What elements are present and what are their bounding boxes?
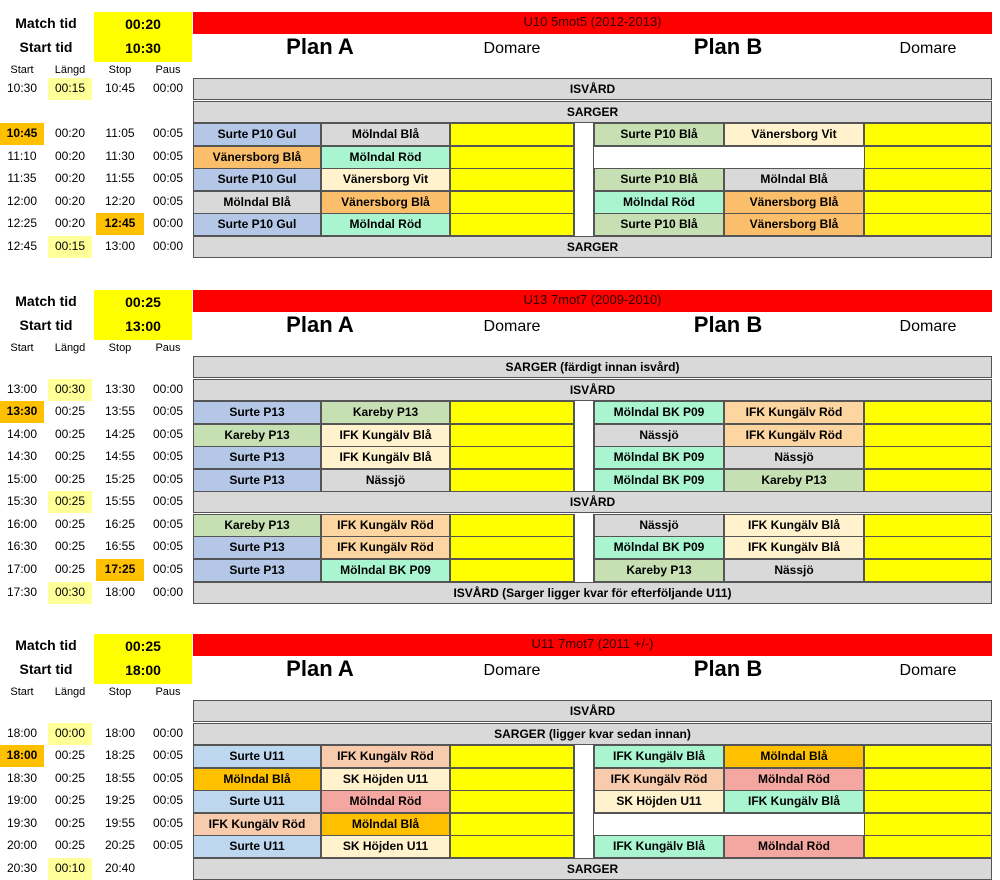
col-header-langd: Längd <box>54 686 86 698</box>
row-length: 00:30 <box>48 379 92 401</box>
domare-a-header: Domare <box>483 662 541 679</box>
row-stop-time: 20:25 <box>104 838 136 852</box>
schedule-section-u13 <box>0 290 1000 600</box>
plan-b-team-2: Vänersborg Vit <box>724 123 864 146</box>
plan-a-referee-cell <box>450 213 574 236</box>
row-start-time: 15:30 <box>6 494 38 508</box>
plan-b-referee-cell <box>864 123 992 146</box>
domare-a-header: Domare <box>483 40 541 57</box>
plan-b-header: Plan B <box>693 312 763 337</box>
plan-a-referee-cell <box>450 745 574 768</box>
plan-a-team-2: IFK Kungälv Röd <box>321 514 450 537</box>
row-pause: 00:05 <box>152 494 184 508</box>
row-start-time: 11:35 <box>7 171 37 185</box>
row-pause: 00:05 <box>152 838 184 852</box>
row-start-time: 18:30 <box>6 771 38 785</box>
row-start-time: 20:00 <box>6 838 38 852</box>
activity-bar: ISVÅRD (Sarger ligger kvar för efterföljande U11) <box>193 582 992 604</box>
row-stop-time: 13:55 <box>104 404 136 418</box>
plan-b-team-2: Mölndal Blå <box>724 168 864 191</box>
row-length: 00:25 <box>54 562 86 576</box>
row-stop-time: 16:55 <box>104 539 136 553</box>
plan-a-referee-cell <box>450 790 574 813</box>
row-stop-time: 18:25 <box>104 748 136 762</box>
plan-a-header: Plan A <box>286 312 354 337</box>
row-start-time: 12:25 <box>6 216 38 230</box>
row-length: 00:25 <box>54 771 86 785</box>
row-stop-time: 13:00 <box>104 239 136 253</box>
plan-b-team-2: Mölndal Röd <box>724 768 864 791</box>
start-tid-label: Start tid <box>19 39 73 55</box>
plan-a-team-1: Vänersborg Blå <box>193 146 321 169</box>
row-stop-time: 12:45 <box>96 213 144 235</box>
col-header-paus: Paus <box>155 342 181 354</box>
plan-a-referee-cell <box>450 835 574 858</box>
plan-b-referee-cell <box>864 514 992 537</box>
plan-a-team-1: Surte P10 Gul <box>193 168 321 191</box>
field-divider <box>574 213 594 236</box>
row-length: 00:20 <box>54 216 86 230</box>
plan-a-referee-cell <box>450 536 574 559</box>
start-tid-label: Start tid <box>19 661 73 677</box>
plan-a-team-2: Mölndal Röd <box>321 790 450 813</box>
plan-a-referee-cell <box>450 424 574 447</box>
row-start-time: 17:30 <box>6 585 38 599</box>
row-length: 00:25 <box>54 427 86 441</box>
field-divider <box>574 168 594 191</box>
plan-b-team-1: IFK Kungälv Röd <box>594 768 724 791</box>
row-stop-time: 18:55 <box>104 771 136 785</box>
row-length: 00:25 <box>54 793 86 807</box>
plan-a-referee-cell <box>450 446 574 469</box>
plan-b-header: Plan B <box>693 34 763 59</box>
plan-a-referee-cell <box>450 168 574 191</box>
field-divider <box>574 790 594 813</box>
plan-a-team-1: Surte P13 <box>193 446 321 469</box>
schedule-section-u10 <box>0 12 1000 254</box>
row-pause: 00:05 <box>152 793 184 807</box>
row-stop-time: 13:30 <box>104 382 136 396</box>
plan-b-team-2: Vänersborg Blå <box>724 191 864 214</box>
plan-a-team-2: Vänersborg Vit <box>321 168 450 191</box>
plan-b-team-2: IFK Kungälv Blå <box>724 514 864 537</box>
row-start-time: 16:30 <box>6 539 38 553</box>
domare-b-header: Domare <box>899 662 957 679</box>
activity-bar: SARGER (färdigt innan isvård) <box>193 356 992 378</box>
plan-a-team-2: Mölndal Röd <box>321 146 450 169</box>
plan-a-team-2: Vänersborg Blå <box>321 191 450 214</box>
row-pause: 00:05 <box>152 816 184 830</box>
row-stop-time: 14:25 <box>104 427 136 441</box>
match-tid-label: Match tid <box>15 637 77 653</box>
field-divider <box>574 424 594 447</box>
row-length: 00:25 <box>54 449 86 463</box>
row-stop-time: 11:55 <box>105 171 135 185</box>
row-stop-time: 11:30 <box>105 149 135 163</box>
plan-b-referee-cell <box>864 168 992 191</box>
start-tid-value: 13:00 <box>94 314 192 340</box>
domare-b-header: Domare <box>899 318 957 335</box>
row-pause: 00:00 <box>152 726 184 740</box>
plan-a-referee-cell <box>450 813 574 836</box>
start-tid-label: Start tid <box>19 317 73 333</box>
row-start-time: 18:00 <box>0 745 44 767</box>
plan-a-team-1: Surte U11 <box>193 745 321 768</box>
plan-b-referee-cell <box>864 469 992 492</box>
activity-bar: ISVÅRD <box>193 491 992 513</box>
row-pause: 00:05 <box>152 171 184 185</box>
row-stop-time: 12:20 <box>104 194 136 208</box>
row-pause: 00:05 <box>152 748 184 762</box>
row-start-time: 14:30 <box>6 449 38 463</box>
row-length: 00:20 <box>54 194 86 208</box>
plan-b-referee-cell <box>864 559 992 582</box>
col-header-langd: Längd <box>54 64 86 76</box>
plan-b-referee-cell <box>864 790 992 813</box>
plan-b-referee-cell <box>864 213 992 236</box>
row-length: 00:20 <box>54 171 86 185</box>
row-stop-time: 18:00 <box>104 585 136 599</box>
row-pause: 00:05 <box>152 562 184 576</box>
activity-bar: SARGER (ligger kvar sedan innan) <box>193 723 992 745</box>
row-start-time: 16:00 <box>6 517 38 531</box>
plan-b-referee-cell <box>864 745 992 768</box>
plan-b-referee-cell <box>864 536 992 559</box>
activity-bar: ISVÅRD <box>193 379 992 401</box>
plan-b-team-2: Nässjö <box>724 559 864 582</box>
plan-a-referee-cell <box>450 191 574 214</box>
plan-a-team-1: Surte P13 <box>193 469 321 492</box>
plan-b-team-1: Surte P10 Blå <box>594 213 724 236</box>
row-start-time: 12:00 <box>6 194 38 208</box>
start-tid-value: 10:30 <box>94 36 192 62</box>
field-divider <box>574 514 594 537</box>
plan-a-referee-cell <box>450 123 574 146</box>
row-length: 00:20 <box>54 126 86 140</box>
row-length: 00:15 <box>48 236 92 258</box>
match-tid-value: 00:25 <box>94 290 192 314</box>
plan-a-team-1: Surte U11 <box>193 835 321 858</box>
plan-b-referee-cell <box>864 401 992 424</box>
activity-bar: SARGER <box>193 858 992 880</box>
plan-b-header: Plan B <box>693 656 763 681</box>
field-divider <box>574 536 594 559</box>
row-pause: 00:05 <box>152 194 184 208</box>
plan-a-team-2: IFK Kungälv Blå <box>321 424 450 447</box>
plan-b-team-2: Kareby P13 <box>724 469 864 492</box>
plan-a-team-1: Surte P13 <box>193 401 321 424</box>
plan-b-team-2: Vänersborg Blå <box>724 213 864 236</box>
row-pause: 00:05 <box>152 427 184 441</box>
field-divider <box>574 123 594 146</box>
row-start-time: 20:30 <box>6 861 38 875</box>
plan-b-team-1: Nässjö <box>594 514 724 537</box>
field-divider <box>574 745 594 768</box>
col-header-paus: Paus <box>155 686 181 698</box>
row-start-time: 10:45 <box>0 123 44 145</box>
plan-b-team-2: IFK Kungälv Blå <box>724 536 864 559</box>
row-pause: 00:00 <box>152 382 184 396</box>
start-tid-value: 18:00 <box>94 658 192 684</box>
plan-b-team-1: Mölndal BK P09 <box>594 446 724 469</box>
plan-b-team-1: IFK Kungälv Blå <box>594 835 724 858</box>
plan-a-team-1: Kareby P13 <box>193 424 321 447</box>
plan-a-referee-cell <box>450 559 574 582</box>
match-tid-label: Match tid <box>15 293 77 309</box>
row-length: 00:10 <box>48 858 92 880</box>
plan-a-referee-cell <box>450 469 574 492</box>
row-stop-time: 15:25 <box>104 472 136 486</box>
plan-b-referee-cell <box>864 424 992 447</box>
domare-b-header: Domare <box>899 40 957 57</box>
row-length: 00:30 <box>48 582 92 604</box>
plan-b-referee-cell <box>864 191 992 214</box>
field-divider <box>574 146 594 169</box>
plan-a-team-1: Surte P13 <box>193 536 321 559</box>
plan-b-empty <box>594 146 864 169</box>
plan-a-team-1: Surte P13 <box>193 559 321 582</box>
row-stop-time: 18:00 <box>104 726 136 740</box>
plan-a-team-1: Surte U11 <box>193 790 321 813</box>
plan-b-team-2: IFK Kungälv Röd <box>724 424 864 447</box>
plan-b-team-2: IFK Kungälv Röd <box>724 401 864 424</box>
plan-a-team-1: IFK Kungälv Röd <box>193 813 321 836</box>
plan-a-team-2: SK Höjden U11 <box>321 768 450 791</box>
field-divider <box>574 835 594 858</box>
plan-a-team-1: Surte P10 Gul <box>193 213 321 236</box>
row-pause: 00:05 <box>152 404 184 418</box>
row-stop-time: 17:25 <box>96 559 144 581</box>
row-length: 00:20 <box>54 149 86 163</box>
plan-a-referee-cell <box>450 768 574 791</box>
field-divider <box>574 401 594 424</box>
row-start-time: 13:00 <box>6 382 38 396</box>
plan-b-team-2: Mölndal Röd <box>724 835 864 858</box>
row-pause: 00:00 <box>152 585 184 599</box>
row-start-time: 14:00 <box>6 427 38 441</box>
plan-a-header: Plan A <box>286 656 354 681</box>
row-pause: 00:00 <box>152 239 184 253</box>
plan-a-team-2: IFK Kungälv Röd <box>321 745 450 768</box>
plan-b-team-1: Mölndal Röd <box>594 191 724 214</box>
row-start-time: 15:00 <box>6 472 38 486</box>
plan-b-empty <box>594 813 864 836</box>
plan-a-referee-cell <box>450 514 574 537</box>
row-stop-time: 19:55 <box>104 816 136 830</box>
plan-a-team-2: IFK Kungälv Röd <box>321 536 450 559</box>
plan-a-team-1: Kareby P13 <box>193 514 321 537</box>
activity-bar: SARGER <box>193 101 992 123</box>
plan-b-team-1: Nässjö <box>594 424 724 447</box>
plan-b-team-2: IFK Kungälv Blå <box>724 790 864 813</box>
field-divider <box>574 813 594 836</box>
plan-a-team-2: Mölndal Röd <box>321 213 450 236</box>
field-divider <box>574 768 594 791</box>
plan-a-team-1: Mölndal Blå <box>193 191 321 214</box>
plan-b-referee-cell <box>864 146 992 169</box>
row-start-time: 11:10 <box>7 149 37 163</box>
section-title-bar: U11 7mot7 (2011 +/-) <box>193 634 992 656</box>
match-tid-label: Match tid <box>15 15 77 31</box>
row-length: 00:25 <box>48 491 92 513</box>
row-start-time: 19:30 <box>6 816 38 830</box>
plan-a-team-2: Mölndal Blå <box>321 123 450 146</box>
field-divider <box>574 469 594 492</box>
match-tid-value: 00:20 <box>94 12 192 36</box>
plan-a-team-2: Mölndal Blå <box>321 813 450 836</box>
plan-b-team-1: Surte P10 Blå <box>594 123 724 146</box>
plan-b-team-1: IFK Kungälv Blå <box>594 745 724 768</box>
match-tid-value: 00:25 <box>94 634 192 658</box>
row-pause: 00:00 <box>152 216 184 230</box>
row-length: 00:15 <box>48 78 92 100</box>
row-start-time: 13:30 <box>0 401 44 423</box>
col-header-stop: Stop <box>108 64 132 76</box>
row-stop-time: 16:25 <box>104 517 136 531</box>
activity-bar: ISVÅRD <box>193 700 992 722</box>
plan-a-referee-cell <box>450 401 574 424</box>
row-pause: 00:05 <box>152 149 184 163</box>
plan-a-team-2: Nässjö <box>321 469 450 492</box>
row-start-time: 12:45 <box>6 239 38 253</box>
row-length: 00:25 <box>54 816 86 830</box>
row-pause: 00:05 <box>152 517 184 531</box>
plan-a-team-1: Surte P10 Gul <box>193 123 321 146</box>
row-length: 00:25 <box>54 539 86 553</box>
row-pause: 00:05 <box>152 539 184 553</box>
row-stop-time: 20:40 <box>104 861 136 875</box>
plan-a-referee-cell <box>450 146 574 169</box>
plan-b-referee-cell <box>864 768 992 791</box>
plan-a-team-2: Mölndal BK P09 <box>321 559 450 582</box>
row-pause: 00:05 <box>152 449 184 463</box>
row-stop-time: 14:55 <box>104 449 136 463</box>
plan-b-team-1: Surte P10 Blå <box>594 168 724 191</box>
plan-b-team-1: Mölndal BK P09 <box>594 401 724 424</box>
field-divider <box>574 191 594 214</box>
row-pause: 00:05 <box>152 472 184 486</box>
row-stop-time: 19:25 <box>104 793 136 807</box>
col-header-stop: Stop <box>108 686 132 698</box>
plan-b-referee-cell <box>864 446 992 469</box>
row-length: 00:25 <box>54 517 86 531</box>
row-stop-time: 15:55 <box>104 494 136 508</box>
row-length: 00:25 <box>54 838 86 852</box>
plan-b-team-2: Mölndal Blå <box>724 745 864 768</box>
plan-a-team-1: Mölndal Blå <box>193 768 321 791</box>
col-header-langd: Längd <box>54 342 86 354</box>
row-length: 00:25 <box>54 748 86 762</box>
col-header-start: Start <box>10 342 34 354</box>
plan-b-team-1: Mölndal BK P09 <box>594 536 724 559</box>
plan-b-referee-cell <box>864 813 992 836</box>
col-header-stop: Stop <box>108 342 132 354</box>
section-title-bar: U10 5mot5 (2012-2013) <box>193 12 992 34</box>
plan-a-header: Plan A <box>286 34 354 59</box>
plan-b-team-1: Kareby P13 <box>594 559 724 582</box>
row-start-time: 18:00 <box>6 726 38 740</box>
col-header-paus: Paus <box>155 64 181 76</box>
row-length: 00:25 <box>54 404 86 418</box>
plan-b-referee-cell <box>864 835 992 858</box>
plan-b-team-1: Mölndal BK P09 <box>594 469 724 492</box>
row-pause: 00:05 <box>152 126 184 140</box>
activity-bar: ISVÅRD <box>193 78 992 100</box>
col-header-start: Start <box>10 686 34 698</box>
activity-bar: SARGER <box>193 236 992 258</box>
row-pause: 00:05 <box>152 771 184 785</box>
row-length: 00:25 <box>54 472 86 486</box>
col-header-start: Start <box>10 64 34 76</box>
field-divider <box>574 446 594 469</box>
plan-a-team-2: IFK Kungälv Blå <box>321 446 450 469</box>
row-start-time: 19:00 <box>6 793 38 807</box>
row-start-time: 10:30 <box>6 81 38 95</box>
row-stop-time: 11:05 <box>105 126 135 140</box>
row-pause: 00:00 <box>152 81 184 95</box>
field-divider <box>574 559 594 582</box>
row-length: 00:00 <box>48 723 92 745</box>
row-start-time: 17:00 <box>6 562 38 576</box>
plan-a-team-2: Kareby P13 <box>321 401 450 424</box>
plan-b-team-1: SK Höjden U11 <box>594 790 724 813</box>
row-stop-time: 10:45 <box>104 81 136 95</box>
section-title-bar: U13 7mot7 (2009-2010) <box>193 290 992 312</box>
plan-b-team-2: Nässjö <box>724 446 864 469</box>
domare-a-header: Domare <box>483 318 541 335</box>
plan-a-team-2: SK Höjden U11 <box>321 835 450 858</box>
schedule-section-u11 <box>0 634 1000 876</box>
